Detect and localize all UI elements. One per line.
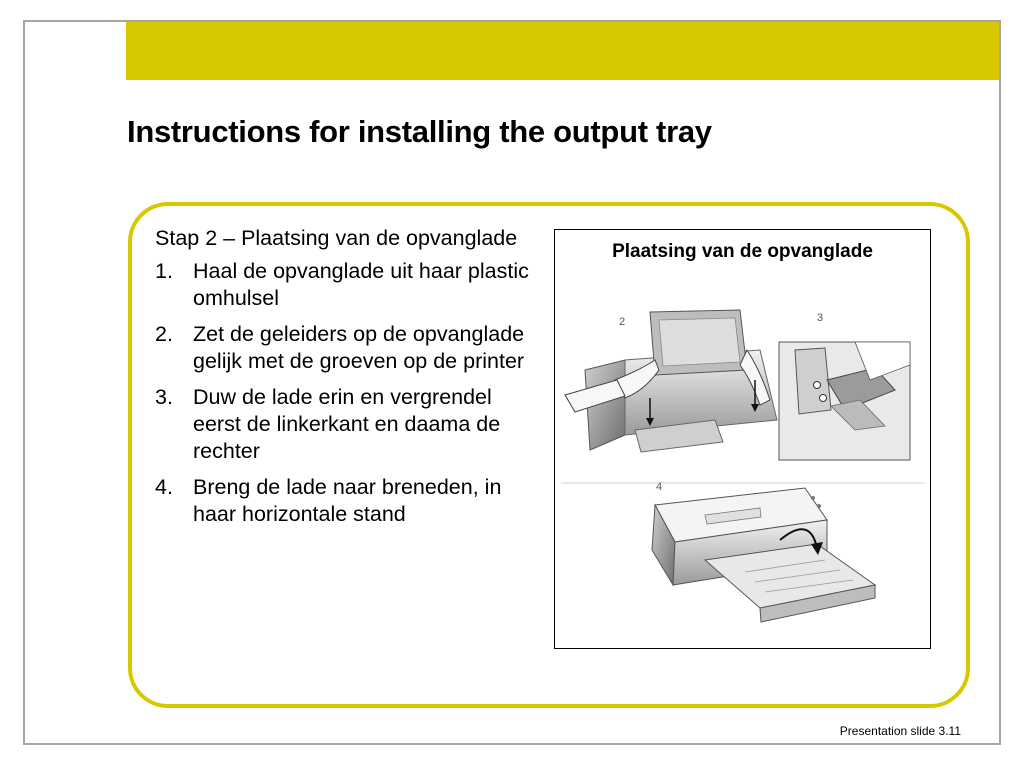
slide-number: Presentation slide 3.11 — [839, 724, 961, 738]
printer-figure — [554, 229, 931, 649]
step-number: 1. — [155, 259, 173, 283]
figure-caption: Plaatsing van de opvanglade — [612, 241, 873, 262]
step-heading: Stap 2 – Plaatsing van de opvanglade — [155, 226, 518, 250]
printer-illustration — [555, 230, 930, 648]
step-number: 4. — [155, 475, 173, 499]
list-item — [155, 258, 545, 312]
step-text: Breng de lade naar breneden, in haar horizontale stand — [193, 475, 502, 526]
panel-label-3: 3 — [817, 312, 824, 324]
slide-title: Instructions for installing the output tray — [127, 114, 712, 149]
step-text: Zet de geleiders op de opvanglade gelijk met de groeven op de printer — [193, 322, 525, 373]
panel-2-illustration — [565, 310, 777, 452]
list-item — [155, 474, 545, 528]
step-text: Haal de opvanglade uit haar plastic omhulsel — [193, 259, 529, 310]
list-item — [155, 384, 545, 465]
steps-list — [155, 258, 545, 528]
step-number: 3. — [155, 385, 173, 409]
step-text: Duw de lade erin en vergrendel eerst de linkerkant en daama de rechter — [193, 385, 501, 463]
list-item — [155, 321, 545, 375]
panel-4-illustration — [652, 481, 875, 622]
title-band — [126, 22, 999, 80]
instructions-text — [155, 222, 545, 537]
panel-label-4: 4 — [656, 481, 663, 493]
step-number: 2. — [155, 322, 173, 346]
panel-label-2: 2 — [619, 316, 626, 328]
panel-3-illustration — [779, 312, 910, 460]
